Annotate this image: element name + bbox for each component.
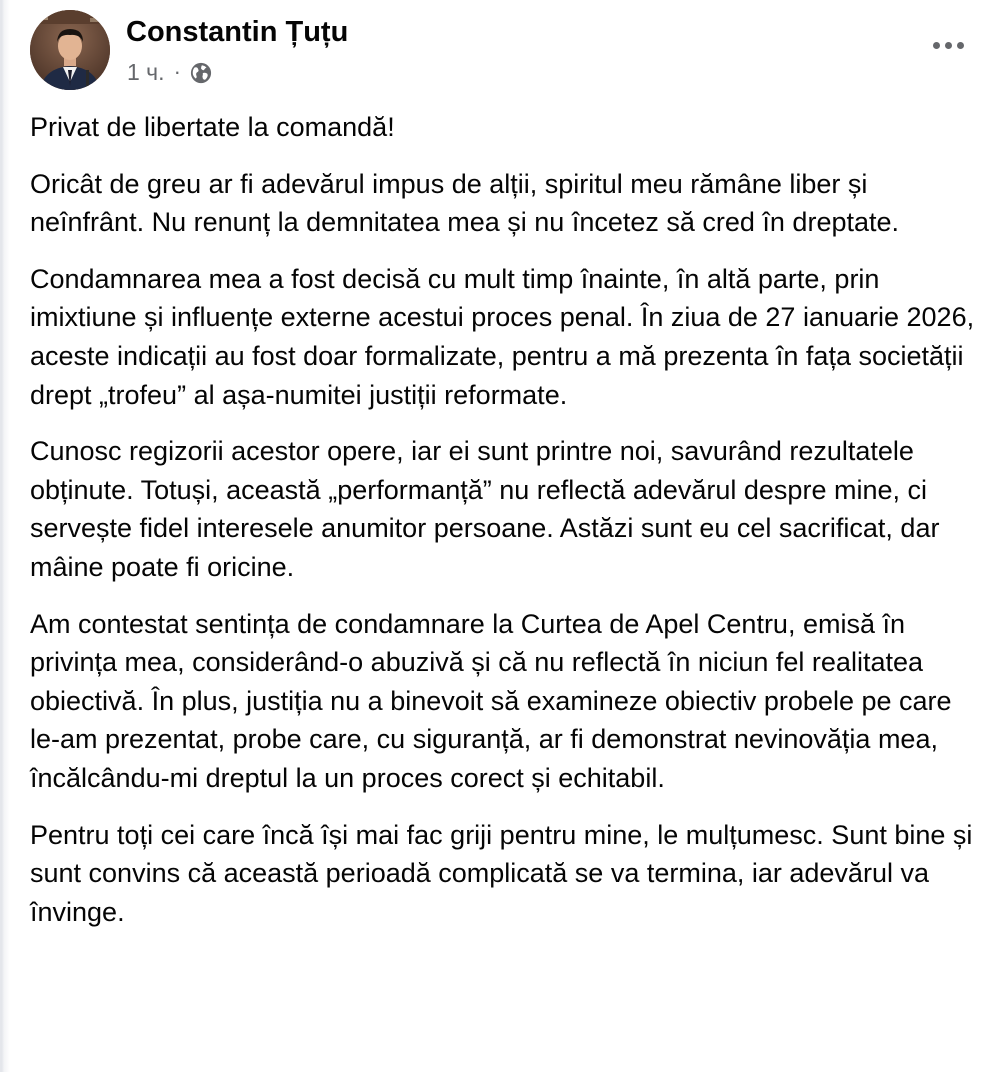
post-header — [30, 10, 980, 90]
avatar-photo-icon — [30, 10, 110, 90]
meta-separator: · — [173, 59, 181, 84]
post-paragraph: Pentru toți cei care încă își mai fac griji pentru mine, le mulțumesc. Sunt bine și sunt convins că această perioadă complicată se va termina, iar adevărul va învinge. — [30, 819, 973, 927]
author-name[interactable]: Constantin Țuțu — [126, 16, 349, 48]
more-options-icon — [933, 42, 964, 49]
card-left-border — [0, 0, 10, 1072]
post-meta — [127, 58, 212, 86]
post-paragraph: Condamnarea mea a fost decisă cu mult timp înainte, în altă parte, prin imixtiune și influențe externe acestui proces penal. În ziua de 27 ianuarie 2026, aceste indicații au fost doar formalizate, pentru a mă prezenta în fața societății drept „trofeu” al așa-numitei justiții reformate. — [30, 263, 975, 410]
author-avatar[interactable] — [30, 10, 110, 90]
globe-icon[interactable] — [190, 62, 212, 84]
post-paragraph: Am contestat sentința de condamnare la Curtea de Apel Centru, emisă în privința mea, considerând-o abuzivă și că nu reflectă în niciun fel realitatea obiectivă. În plus, justiția nu a binevoit să examineze obiectiv probele pe care le-am prezentat, probe care, cu siguranță, ar fi demonstrat nevinovăția mea, încălcându-mi dreptul la un proces corect și echitabil. — [30, 608, 952, 793]
post-paragraph: Cunosc regizorii acestor opere, iar ei sunt printre noi, savurând rezultatele obținute. Totuși, această „performanță” nu reflectă adevărul despre mine, ci servește fidel interesele anumitor persoane. Astăzi sunt eu cel sacrificat, dar mâine poate fi oricine. — [30, 436, 940, 582]
post-paragraph-title: Privat de libertate la comandă! — [30, 112, 395, 142]
post-text — [30, 108, 980, 949]
more-options-button[interactable] — [916, 24, 980, 66]
post-timestamp[interactable]: 1 ч. — [127, 58, 165, 85]
post-paragraph: Oricât de greu ar fi adevărul impus de alții, spiritul meu rămâne liber și neînfrânt. Nu renunț la demnitatea mea și nu încetez să cred în dreptate. — [30, 168, 900, 238]
